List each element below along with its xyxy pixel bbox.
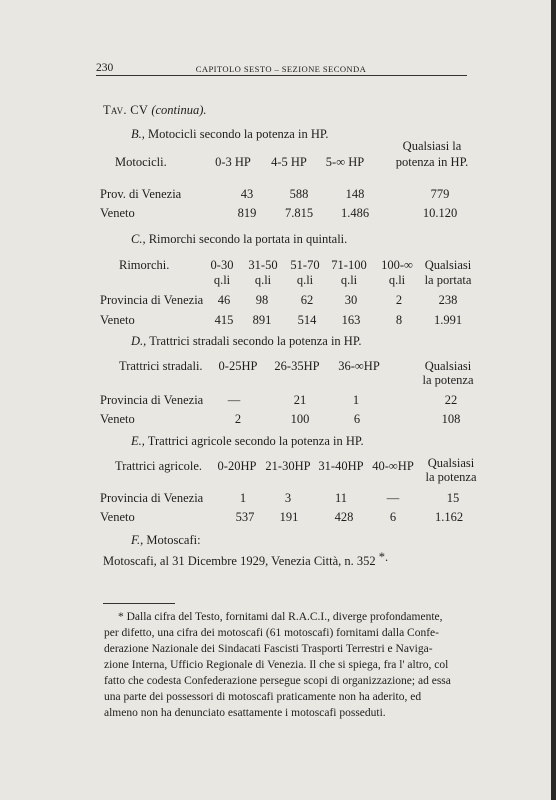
section-e-col-2: 31-40HP [318, 459, 364, 473]
section-e-row-1-val-3: 6 [389, 510, 397, 524]
section-b-row-0-val-0: 43 [240, 187, 254, 201]
section-e-col-1: 21-30HP [265, 459, 311, 473]
section-e-title-text: Trattrici agricole secondo la potenza in HP. [147, 434, 364, 448]
section-b-row-0-label: Prov. di Venezia [100, 187, 182, 201]
section-c-row-1-val-5: 1.991 [433, 313, 463, 327]
section-e-row-1-val-0: 537 [235, 510, 255, 524]
section-d-row-0-val-2: 1 [352, 393, 360, 407]
section-d-col-last-line-2: la potenza [422, 373, 474, 387]
section-d-row-0-val-1: 21 [293, 393, 307, 407]
section-c-row-1-label: Veneto [100, 313, 135, 327]
section-e-row-1-val-4: 1.162 [434, 510, 464, 524]
header-rule [96, 75, 467, 76]
section-e-row-1-val-1: 191 [279, 510, 299, 524]
section-f-text-body: Motoscafi, al 31 Dicembre 1929, Venezia Città, n. 352 [103, 554, 376, 568]
section-f-footnote-mark: *. [378, 550, 389, 564]
section-b-row-1-val-0: 819 [237, 206, 257, 220]
section-c-row-1-val-0: 415 [214, 313, 234, 327]
section-c-col-1-line-1: 31-50 [248, 258, 278, 272]
section-e-letter: E., [131, 434, 145, 448]
page-number: 230 [96, 62, 114, 74]
section-d-title [131, 335, 362, 348]
section-c-col-5-line-2: la portata [424, 273, 472, 287]
table-label: Tav. CV [103, 103, 149, 117]
section-f-letter: F., [131, 533, 144, 547]
section-c-col-4-line-2: q.li [388, 273, 406, 287]
section-f-title-text: Motoscafi: [146, 533, 201, 547]
section-c-row-0-label: Provincia di Venezia [100, 293, 204, 307]
footnote-line-1: per difetto, una cifra dei motoscafi (61 motoscafi) fornitami dalla Confe- [104, 627, 439, 639]
section-b-col-last-line-2: potenza in HP. [395, 155, 469, 169]
section-b-col-2: 5-∞ HP [325, 155, 365, 169]
section-d-row-1-val-2: 6 [353, 412, 361, 426]
footnote-line-3: zione Interna, Ufficio Regionale di Venezia. Il che si spiega, fra l' altro, col [104, 659, 449, 671]
section-c-title-text: Rimorchi secondo la portata in quintali. [148, 232, 348, 246]
footnote-line-4: fatto che codesta Confederazione persegue scopi di organizzazione; ad essa [104, 675, 451, 687]
section-d-row-0-label: Provincia di Venezia [100, 393, 204, 407]
section-b-row-1-label: Veneto [100, 206, 135, 220]
section-c-letter: C., [131, 232, 146, 246]
section-b-col-last-line-1: Qualsiasi la [402, 139, 462, 153]
section-e-title [131, 435, 364, 448]
footnote-rule [103, 603, 175, 604]
section-b-row-1-val-3: 10.120 [422, 206, 458, 220]
section-b-letter: B., [131, 127, 145, 141]
section-d-row-header: Trattrici stradali. [119, 359, 203, 373]
section-c-col-3-line-1: 71-100 [331, 258, 367, 272]
section-c-row-0-val-4: 2 [395, 293, 403, 307]
section-c-row-1-val-1: 891 [252, 313, 272, 327]
section-e-row-0-val-2: 11 [334, 491, 348, 505]
section-e-col-3: 40-∞HP [372, 459, 414, 473]
page-edge-shadow [551, 0, 556, 800]
section-e-row-header: Trattrici agricole. [115, 459, 203, 473]
section-b-row-0-val-1: 588 [289, 187, 309, 201]
section-d-col-0: 0-25HP [218, 359, 258, 373]
section-b-row-header: Motocicli. [115, 155, 167, 169]
section-e-row-0-val-3: — [386, 491, 400, 505]
footnote-line-2: derazione Nazionale dei Sindacati Fascisti Trasporti Terrestri e Naviga- [104, 643, 433, 655]
section-d-title-text: Trattrici stradali secondo la potenza in HP. [149, 334, 362, 348]
section-e-row-1-val-2: 428 [334, 510, 354, 524]
section-f-text [103, 550, 389, 568]
section-c-title [131, 233, 347, 246]
section-b-row-1-val-2: 1.486 [340, 206, 370, 220]
section-c-row-0-val-2: 62 [300, 293, 314, 307]
section-d-letter: D., [131, 334, 147, 348]
section-e-row-0-val-4: 15 [446, 491, 460, 505]
section-c-col-2-line-1: 51-70 [290, 258, 320, 272]
section-c-col-0-line-1: 0-30 [210, 258, 234, 272]
section-e-col-last-line-1: Qualsiasi [427, 456, 475, 470]
section-e-col-last-line-2: la potenza [425, 470, 477, 484]
section-b-row-0-val-2: 148 [345, 187, 365, 201]
section-c-col-2-line-2: q.li [296, 273, 314, 287]
section-c-row-0-val-0: 46 [217, 293, 231, 307]
running-title: CAPITOLO SESTO – SEZIONE SECONDA [195, 64, 367, 74]
section-d-row-1-val-3: 108 [441, 412, 461, 426]
section-c-row-0-val-1: 98 [255, 293, 269, 307]
section-c-row-0-val-5: 238 [438, 293, 458, 307]
section-c-row-1-val-4: 8 [395, 313, 403, 327]
section-b-row-0-val-3: 779 [430, 187, 450, 201]
section-b-col-0: 0-3 HP [215, 155, 251, 169]
section-c-col-4-line-1: 100-∞ [381, 258, 413, 272]
section-d-row-1-label: Veneto [100, 412, 135, 426]
footnote-line-5: una parte dei possessori di motoscafi praticamente non ha aderito, ed [104, 691, 422, 703]
section-d-col-last-line-1: Qualsiasi [424, 359, 472, 373]
section-c-row-1-val-2: 514 [297, 313, 317, 327]
section-e-row-0-val-1: 3 [284, 491, 292, 505]
section-d-row-1-val-0: 2 [234, 412, 242, 426]
section-d-row-0-val-0: — [227, 393, 241, 407]
section-b-title-text: Motocicli secondo la potenza in HP. [148, 127, 329, 141]
section-c-row-0-val-3: 30 [344, 293, 358, 307]
section-c-col-3-line-2: q.li [340, 273, 358, 287]
section-b-title [131, 128, 329, 141]
section-d-col-1: 26-35HP [274, 359, 320, 373]
section-e-row-0-label: Provincia di Venezia [100, 491, 204, 505]
section-b-col-1: 4-5 HP [271, 155, 307, 169]
section-c-col-0-line-2: q.li [213, 273, 231, 287]
section-d-row-0-val-3: 22 [444, 393, 458, 407]
section-f-title [131, 534, 201, 547]
section-e-col-0: 0-20HP [217, 459, 257, 473]
table-continuation: (continua). [151, 103, 207, 117]
section-c-row-1-val-3: 163 [341, 313, 361, 327]
footnote-line-6: almeno non ha denunciato esattamente i motoscafi posseduti. [104, 707, 386, 719]
section-e-row-1-label: Veneto [100, 510, 135, 524]
table-heading [103, 104, 207, 117]
section-c-col-1-line-2: q.li [254, 273, 272, 287]
section-c-col-5-line-1: Qualsiasi [424, 258, 472, 272]
section-b-row-1-val-1: 7.815 [284, 206, 314, 220]
footnote-line-0: * Dalla cifra del Testo, fornitami dal R.A.C.I., diverge profondamente, [118, 611, 443, 623]
section-d-col-2: 36-∞HP [338, 359, 380, 373]
section-d-row-1-val-1: 100 [290, 412, 310, 426]
section-e-row-0-val-0: 1 [239, 491, 247, 505]
section-c-row-header: Rimorchi. [119, 258, 170, 272]
